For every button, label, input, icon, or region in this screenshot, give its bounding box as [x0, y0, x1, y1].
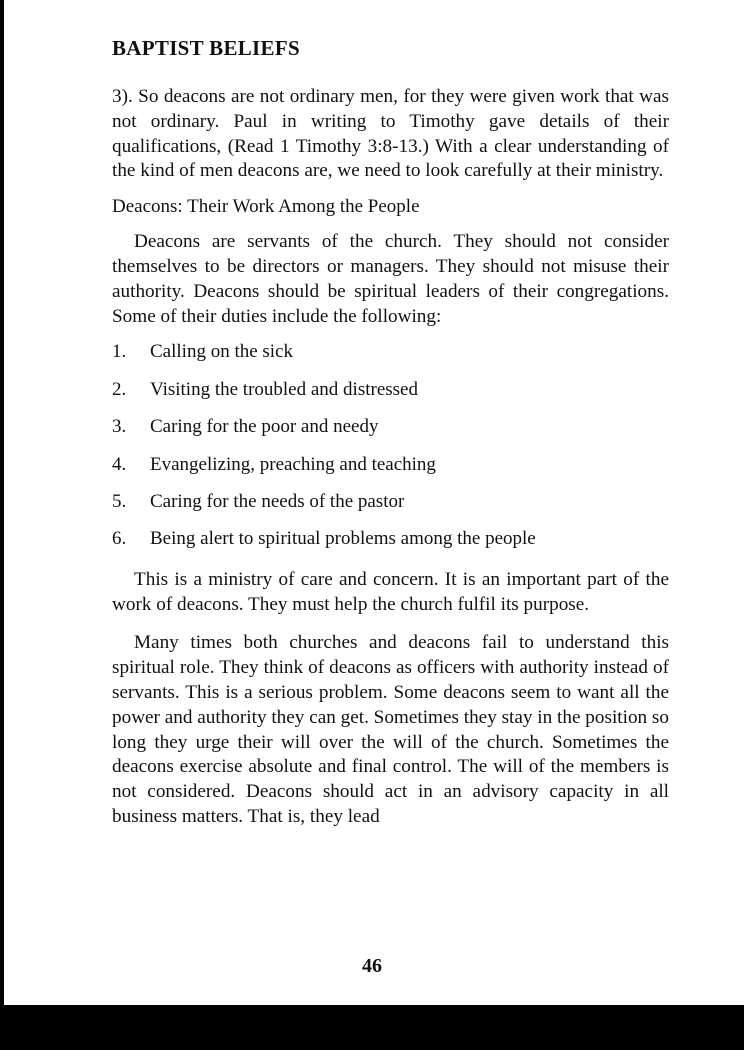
list-item: [112, 416, 669, 453]
paragraph-misunderstanding: Many times both churches and deacons fail to understand this spiritual role. They think of deacons as officers with authority instead of servants. This is a serious problem. Some deacons seem to want all the power and authority they can get. Sometimes they stay in the position so long they urge their will over the will of the church. Sometimes the deacons exercise absolute and final control. The will of the members is not considered. Deacons should act in an advisory capacity in all business matters. That is, they lead: [112, 632, 669, 827]
scan-bottom-border: [0, 1005, 744, 1050]
list-text: Caring for the needs of the pastor: [150, 490, 405, 512]
list-item: [112, 454, 669, 491]
paragraph-qualifications: 3). So deacons are not ordinary men, for they were given work that was not ordinary. Paul in writing to Timothy gave details of their qualifications, (Read 1 Timothy 3:8-13.) With a clear understanding of the kind of men deacons are, we need to look carefully at their ministry.: [112, 86, 669, 182]
list-number: 2.: [112, 378, 127, 400]
section-subheading: Deacons: Their Work Among the People: [112, 196, 420, 218]
list-text: Caring for the poor and needy: [150, 416, 379, 438]
list-item: [112, 491, 669, 528]
list-number: 6.: [112, 528, 127, 550]
running-header: BAPTIST BELIEFS: [112, 36, 300, 60]
list-number: 3.: [112, 416, 127, 438]
paragraph-ministry-of-care: This is a ministry of care and concern. It is an important part of the work of deacons. They must help the church fulfil its purpose.: [112, 568, 669, 615]
list-text: Calling on the sick: [150, 341, 294, 363]
page-number: 46: [362, 955, 382, 977]
list-text: Visiting the troubled and distressed: [150, 378, 418, 400]
scan-left-border: [0, 0, 4, 1050]
duties-list: [112, 341, 669, 565]
list-number: 1.: [112, 341, 127, 363]
list-text: Evangelizing, preaching and teaching: [150, 453, 436, 475]
list-number: 4.: [112, 453, 127, 475]
list-item: [112, 379, 669, 416]
book-page: [112, 36, 669, 830]
list-item: [112, 341, 669, 378]
list-text: Being alert to spiritual problems among the people: [150, 528, 536, 550]
paragraph-servants: Deacons are servants of the church. They should not consider themselves to be directors or managers. They should not misuse their authority. Deacons should be spiritual leaders of their congregations. Some of their duties include the following:: [112, 231, 669, 327]
list-number: 5.: [112, 490, 127, 512]
list-item: [112, 528, 669, 565]
